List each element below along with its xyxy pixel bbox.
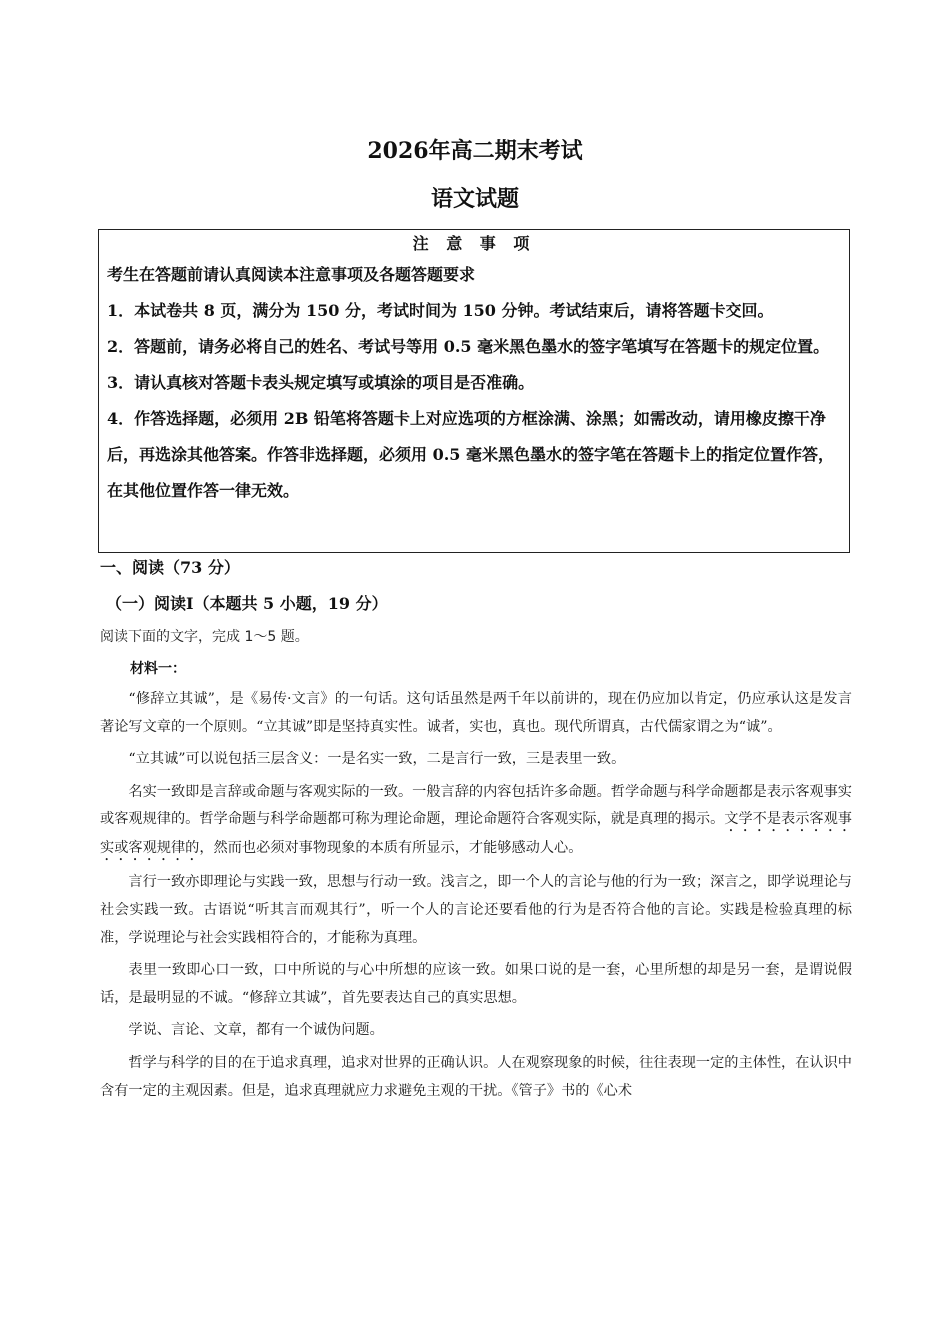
subsection-heading: （一）阅读I（本题共 5 小题，19 分）: [106, 594, 388, 613]
paragraph: “修辞立其诚”，是《易传·文言》的一句话。这句话虽然是两千年以前讲的，现在仍应加以肯定，仍应承认这是发言著论写文章的一个原则。“立其诚”即是坚持真实性。诚者，实也，真也。现代所谓真，古代儒家谓之为“诚”。: [100, 691, 852, 735]
exam-subject: 语文试题: [430, 186, 519, 212]
notice-intro: 考生在答题前请认真阅读本注意事项及各题答题要求: [107, 265, 476, 284]
material-label: 材料一：: [130, 661, 186, 677]
section-heading: 一、阅读（73 分）: [100, 558, 240, 577]
notice-heading: 注 意 事 项: [412, 234, 536, 253]
notice-box: [98, 229, 850, 553]
reading-passage: [100, 686, 852, 1110]
paragraph: 哲学与科学的目的在于追求真理，追求对世界的正确认识。人在观察现象的时候，往往表现一定的主体性，在认识中含有一定的主观因素。但是，追求真理就应力求避免主观的干扰。《管子》书的《心术: [100, 1054, 852, 1099]
paragraph: 表里一致即心口一致，口中所说的与心中所想的应该一致。如果口说的是一套，心里所想的却是另一套，是谓说假话，是最明显的不诚。“修辞立其诚”，首先要表达自己的真实思想。: [100, 962, 852, 1006]
reading-instruction: 阅读下面的文字，完成 1～5 题。: [100, 629, 309, 645]
paragraph-text: ，然而也必须对事物现象的本质有所显示，才能够感动人心。: [199, 840, 583, 857]
paragraph-text: 名实一致即是言辞或命题与客观实际的一致。一般言辞的内容包括许多命题。哲学命题与科学命题都是表示客观事实或客观规律的。哲学命题与科学命题都可称为理论命题，理论命题符合客观实际，就是真理的揭示。: [100, 783, 852, 828]
paragraph: 学说、言论、文章，都有一个诚伪问题。: [128, 1022, 384, 1039]
notice-item-3: 3．请认真核对答题卡表头规定填写或填涂的项目是否准确。: [107, 373, 535, 392]
notice-item-4: 4．作答选择题，必须用 2B 铅笔将答题卡上对应选项的方框涂满、涂黑；如需改动，请用橡皮擦干净后，再选涂其他答案。作答非选择题，必须用 0.5 毫米黑色墨水的签字笔在答题卡上的指定位置作答，在其他位置作答一律无效。: [107, 409, 834, 500]
notice-item-2: 2．答题前，请务必将自己的姓名、考试号等用 0.5 毫米黑色墨水的签字笔填写在答题卡的规定位置。: [107, 337, 830, 356]
paragraph: “立其诚”可以说包括三层含义：一是名实一致，二是言行一致，三是表里一致。: [128, 751, 626, 768]
exam-title: 2026年高二期末考试: [367, 138, 583, 164]
notice-item-1: 1．本试卷共 8 页，满分为 150 分，考试时间为 150 分钟。考试结束后，请将答题卡交回。: [107, 301, 774, 320]
paragraph: [100, 779, 852, 865]
emphasized-text: 文学不是表示客观事实或客观规律的: [100, 811, 852, 857]
paragraph: 言行一致亦即理论与实践一致，思想与行动一致。浅言之，即一个人的言论与他的行为一致；深言之，即学说理论与社会实践一致。古语说“听其言而观其行”，听一个人的言论还要看他的行为是否符合他的言论。实践是检验真理的标准，学说理论与社会实践相符合的，才能称为真理。: [100, 874, 852, 946]
